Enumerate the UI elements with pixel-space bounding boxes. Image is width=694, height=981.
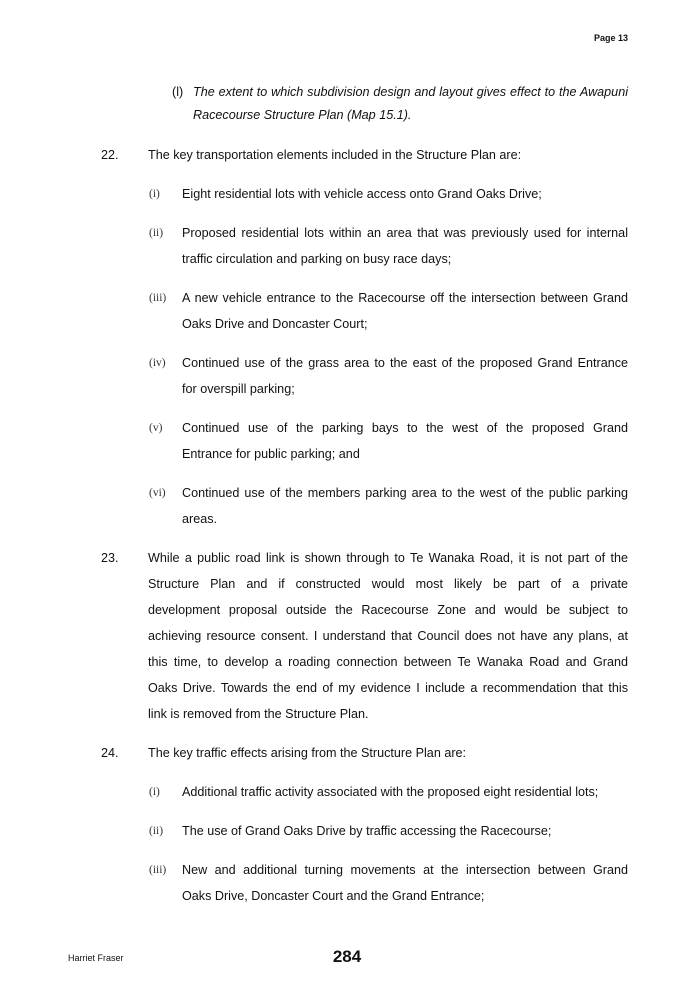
p22-item-line: Entrance for public parking; and [182,447,360,461]
p22-item-line: Proposed residential lots within an area that was previously used for internal [182,226,628,240]
footer-page-number: 284 [332,947,362,966]
p22-item-label: (iii) [149,292,167,304]
paragraph-24-intro: The key traffic effects arising from the Structure Plan are: [148,746,467,760]
paragraph-23-line: While a public road link is shown through to Te Wanaka Road, it is not part of the [148,551,628,565]
paragraph-22-intro: The key transportation elements included in the Structure Plan are: [148,148,522,162]
p22-item-line: A new vehicle entrance to the Racecourse off the intersection between Grand [182,291,628,305]
p22-item-line: areas. [182,512,218,526]
p22-item-line: Continued use of the grass area to the east of the proposed Grand Entrance [182,356,628,370]
p22-item-line: traffic circulation and parking on busy race days; [182,252,452,266]
p24-item-line: New and additional turning movements at the intersection between Grand [182,863,628,877]
p22-item-label: (iv) [149,357,166,369]
page-header-label: Page 13 [593,33,628,43]
paragraph-23-line: achieving resource consent. I understand that Council does not have any plans, at [148,629,628,643]
paragraph-23-line: Structure Plan and if constructed would most likely be part of a private [148,577,628,591]
item-l-line1: The extent to which subdivision design and layout gives effect to the Awapuni [193,85,628,99]
paragraph-22-number: 22. [101,148,119,162]
p22-item-label: (v) [149,422,163,434]
p22-item-line: Continued use of the parking bays to the west of the proposed Grand [182,421,628,435]
paragraph-23-line: Oaks Drive. Towards the end of my evidence I include a recommendation that this [148,681,628,695]
p22-item-line: Oaks Drive and Doncaster Court; [182,317,368,331]
p24-item-line: Additional traffic activity associated with the proposed eight residential lots; [182,785,599,799]
p24-item-label: (ii) [149,825,164,837]
p24-item-label: (iii) [149,864,167,876]
paragraph-23-line: development proposal outside the Racecourse Zone and would be subject to [148,603,628,617]
paragraph-23-number: 23. [101,551,119,565]
paragraph-23-line: this time, to develop a roading connection between Te Wanaka Road and Grand [148,655,628,669]
item-l-line2: Racecourse Structure Plan (Map 15.1). [193,108,412,122]
p22-item-line: Continued use of the members parking area to the west of the public parking [182,486,628,500]
paragraph-24-number: 24. [101,746,119,760]
p22-item-label: (i) [149,188,160,200]
p22-item-label: (ii) [149,227,164,239]
footer-author: Harriet Fraser [68,953,124,963]
paragraph-23-line: link is removed from the Structure Plan. [148,707,369,721]
p24-item-label: (i) [149,786,160,798]
item-l-label: (l) [172,85,184,99]
p22-item-line: Eight residential lots with vehicle access onto Grand Oaks Drive; [182,187,542,201]
p22-item-line: for overspill parking; [182,382,295,396]
p24-item-line: Oaks Drive, Doncaster Court and the Grand Entrance; [182,889,485,903]
p22-item-label: (vi) [149,487,166,499]
p24-item-line: The use of Grand Oaks Drive by traffic accessing the Racecourse; [182,824,552,838]
